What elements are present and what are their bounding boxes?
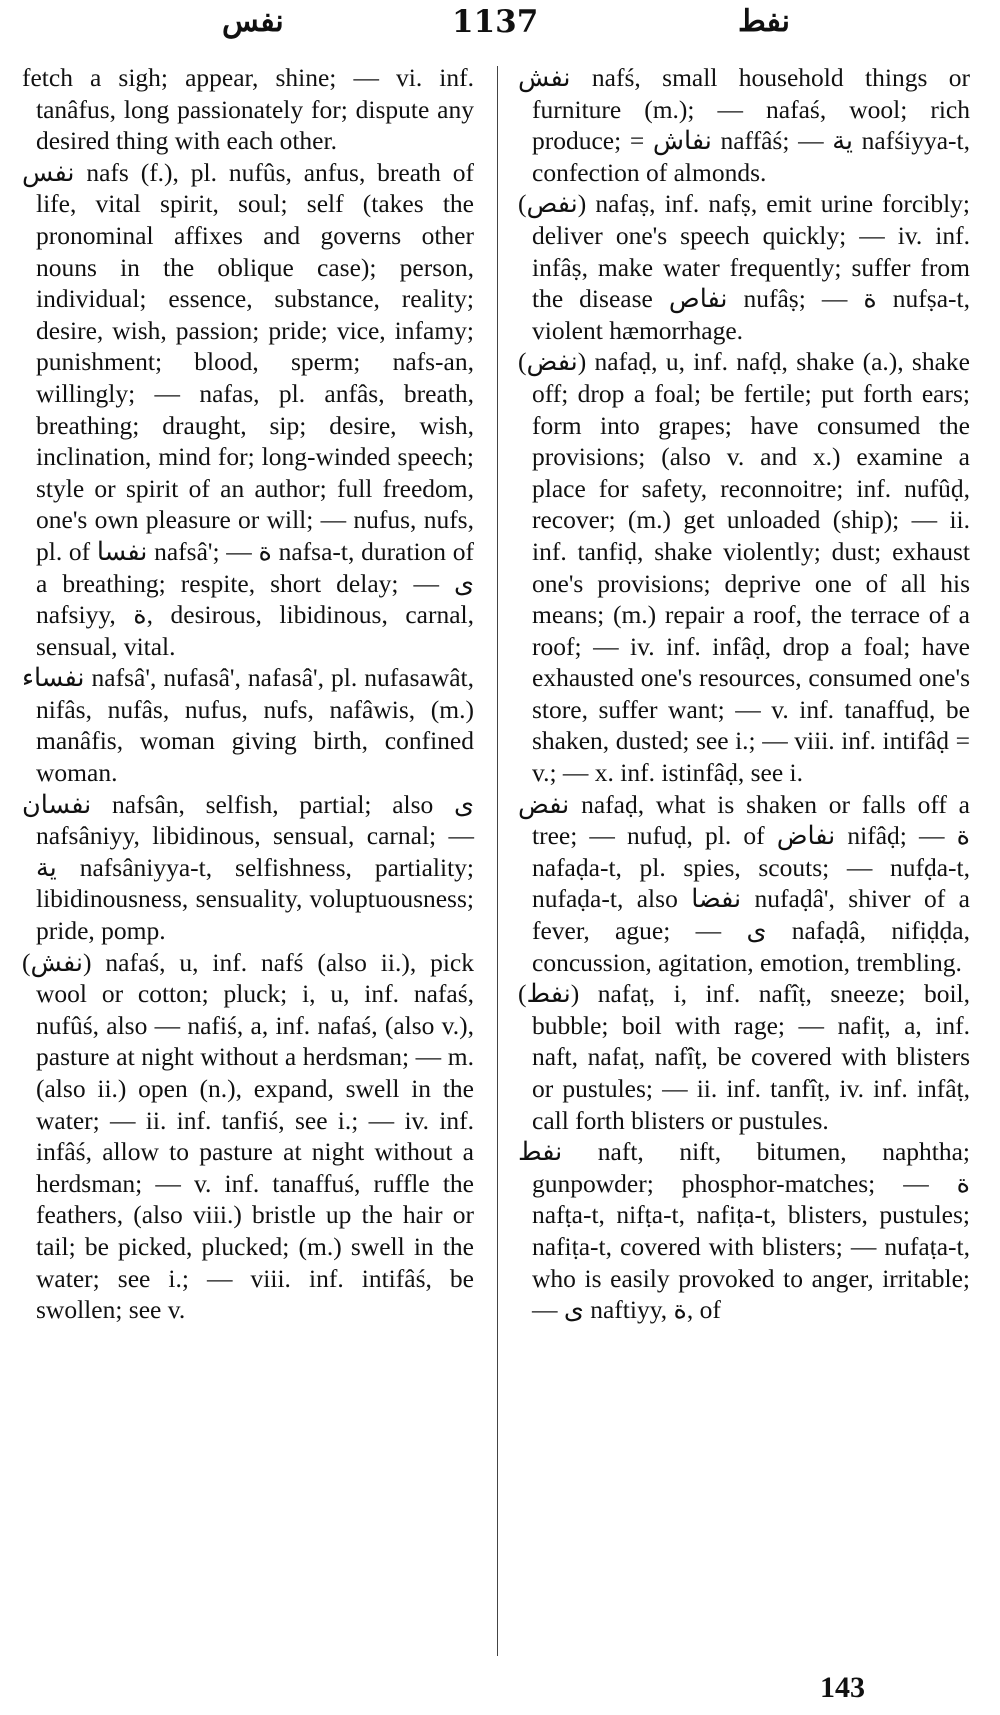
header-left-word: نفس — [222, 4, 284, 39]
dictionary-entry: fetch a sigh; appear, shine; — vi. inf. tanâfus, long passionately for; dispute any desired thing with each other. — [22, 63, 474, 156]
dictionary-entry: نفساء nafsâ', nufasâ', nafasâ', pl. nufasawât, nifâs, nufâs, nufus, nufs, nafâwis, (m.) manâfis, woman giving birth, confined woman. — [22, 663, 474, 788]
column-divider — [497, 66, 498, 1656]
dictionary-entry: (نفط) nafaṭ, i, inf. nafîṭ, sneeze; boil, bubble; boil with rage; — nafiṭ, a, inf. naft, nafaṭ, nafîṭ, be covered with blisters or pustules; — ii. inf. tanfîṭ, iv. inf. infâṭ, call forth blisters or pustules. — [518, 979, 970, 1135]
header-right-word: نفط — [738, 4, 791, 39]
dictionary-entry: (نفص) nafaṣ, inf. nafṣ, emit urine forcibly; deliver one's speech quickly; — iv. inf. infâṣ, make water frequently; suffer from the disease نفاص nufâṣ; — ة nufṣa-t, violent hæmorrhage. — [518, 189, 970, 345]
dictionary-entry: نفض nafaḍ, what is shaken or falls off a tree; — nufuḍ, pl. of نفاض nifâḍ; — ة nafaḍa-t, pl. spies, scouts; — nufḍa-t, nufaḍa-t, also نفضا nufaḍâ', shiver of a fever, ague; — ى nafaḍâ, nifiḍḍa, concussion, agitation, emotion, trembling. — [518, 789, 970, 977]
page-footer — [0, 1671, 1000, 1711]
dictionary-entry: نفط naft, nift, bitumen, naphtha; gunpowder; phosphor-matches; — ة nafṭa-t, nifṭa-t, nafiṭa-t, blisters, pustules; nafiṭa-t, covered with blisters; — nufaṭa-t, who is easily provoked to anger, irritable; — ى naftiyy, ة, of — [518, 1137, 970, 1325]
left-column — [22, 62, 474, 1326]
right-column — [518, 62, 970, 1326]
dictionary-entry: (نفش) nafaś, u, inf. nafś (also ii.), pick wool or cotton; pluck; i, u, inf. nafaś, nufûś, also — nafiś, a, inf. nafaś, (also v.), pasture at night without a herdsman; — m. (also ii.) open (n.), expand, swell in the water; — ii. inf. tanfiś, see i.; — iv. inf. infâś, allow to pasture at night without a herdsman; — v. inf. tanaffuś, ruffle the feathers, (also viii.) bristle up the hair or tail; be picked, plucked; (m.) swell in the water; see i.; — viii. inf. intifâś, be swollen; see v. — [22, 947, 474, 1325]
page-number: 1137 — [452, 4, 539, 40]
dictionary-entry: نفسان nafsân, selfish, partial; also ى nafsâniyy, libidinous, sensual, carnal; — ية nafsâniyya-t, selfishness, partiality; libidinousness, sensuality, voluptuousness; pride, pomp. — [22, 789, 474, 946]
signature-mark: 143 — [820, 1671, 865, 1704]
dictionary-entry: نفش nafś, small household things or furniture (m.); — nafaś, wool; rich produce; = نفاش naffâś; — ية nafśiyya-t, confection of almonds. — [518, 63, 971, 187]
dictionary-entry: نفس nafs (f.), pl. nufûs, anfus, breath of life, vital spirit, soul; self (takes the pronominal affixes and governs other nouns in the oblique case); person, individual; essence, substance, reality; desire, wish, passion; pride; vice, infamy; punishment; blood, sperm; nafs-an, willingly; — nafas, pl. anfâs, breath, breathing; draught, sip; desire, wish, inclination, mind for; long-winded speech; style or spirit of an author; full freedom, one's own pleasure or will; — nufus, nufs, pl. of نفسا nafsâ'; — ة nafsa-t, duration of a breathing; respite, short delay; — ى nafsiyy, ة, desirous, libidinous, carnal, sensual, vital. — [22, 157, 474, 661]
page-header — [0, 4, 1000, 44]
dictionary-entry: (نفض) nafaḍ, u, inf. nafḍ, shake (a.), shake off; drop a foal; be fertile; put forth ears; form into grapes; have consumed the provisions; (also v. and x.) examine a place for safety, reconnoitre; inf. nufûḍ, recover; (m.) get unloaded (ship); — ii. inf. tanfiḍ, shake violently; dust; exhaust one's provisions; deprive one of all his means; (m.) repair a roof, the terrace of a roof; — iv. inf. infâḍ, drop a foal; have exhausted one's resources, consumed one's store, suffer want; — v. inf. tanaffuḍ, be shaken, dusted; see i.; — viii. inf. intifâḍ = v.; — x. inf. istinfâḍ, see i. — [518, 347, 970, 788]
